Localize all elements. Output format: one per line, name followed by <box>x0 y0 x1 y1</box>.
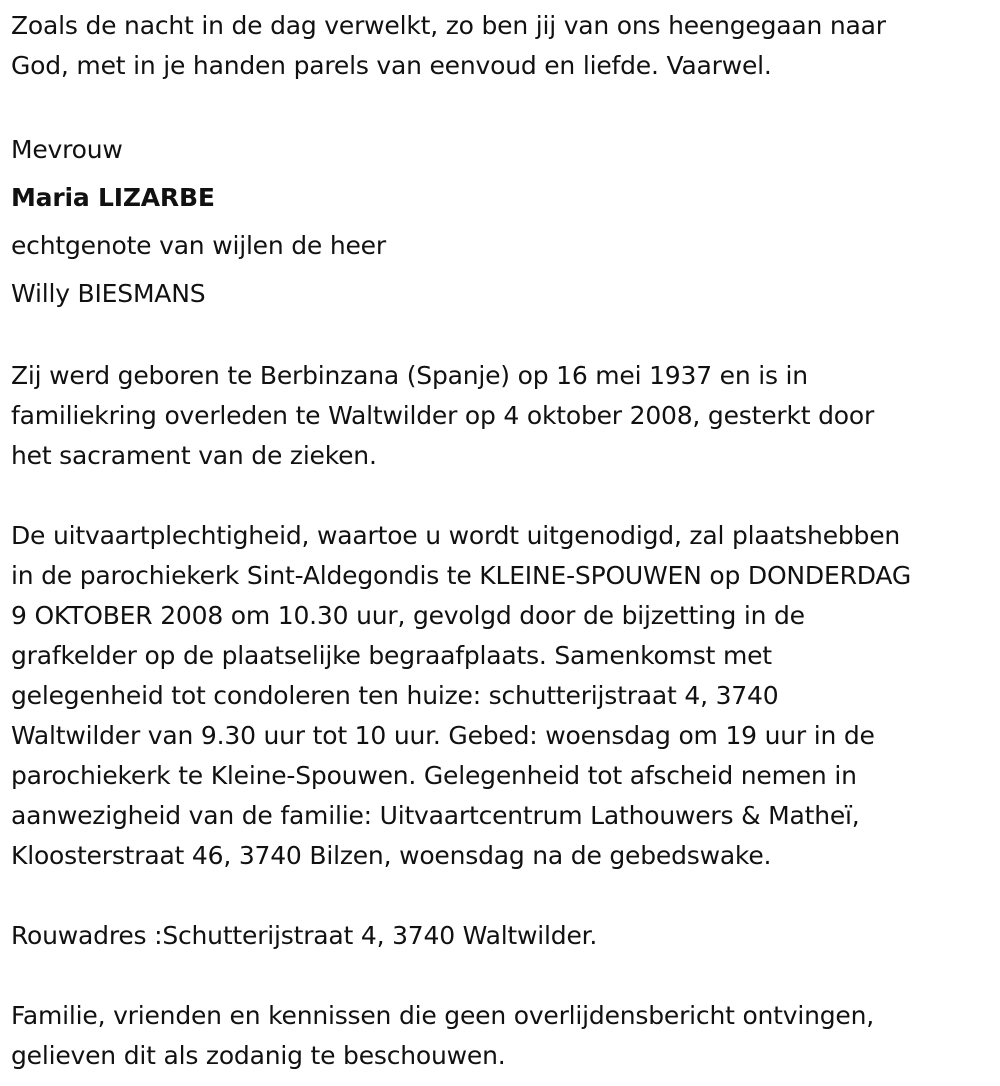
spacer <box>11 956 996 996</box>
poem-paragraph <box>11 6 996 86</box>
spacer <box>11 86 996 126</box>
person-name: Maria LIZARBE <box>11 183 215 212</box>
address-paragraph <box>11 916 996 956</box>
funeral-line: grafkelder op de plaatselijke begraafplaats. Samenkomst met <box>11 641 772 670</box>
spacer <box>11 318 996 356</box>
closing-line: Familie, vrienden en kennissen die geen overlijdensbericht ontvingen, <box>11 1001 875 1030</box>
funeral-line: Waltwilder van 9.30 uur tot 10 uur. Gebed: woensdag om 19 uur in de <box>11 721 875 750</box>
person-relation: echtgenote van wijlen de heer <box>11 231 386 260</box>
spouse-name: Willy BIESMANS <box>11 279 206 308</box>
funeral-line: gelegenheid tot condoleren ten huize: schutterijstraat 4, 3740 <box>11 681 779 710</box>
funeral-line: in de parochiekerk Sint-Aldegondis te KLEINE-SPOUWEN op DONDERDAG <box>11 561 911 590</box>
person-title: Mevrouw <box>11 135 123 164</box>
poem-line: Zoals de nacht in de dag verwelkt, zo ben jij van ons heengegaan naar <box>11 11 886 40</box>
spacer <box>11 876 996 916</box>
person-block <box>11 126 996 318</box>
birth-death-line: het sacrament van de zieken. <box>11 441 377 470</box>
spacer <box>11 476 996 516</box>
birth-death-line: familiekring overleden te Waltwilder op 4 oktober 2008, gesterkt door <box>11 401 875 430</box>
funeral-line: Kloosterstraat 46, 3740 Bilzen, woensdag na de gebedswake. <box>11 841 772 870</box>
poem-line: God, met in je handen parels van eenvoud en liefde. Vaarwel. <box>11 51 772 80</box>
funeral-line: De uitvaartplechtigheid, waartoe u wordt uitgenodigd, zal plaatshebben <box>11 521 901 550</box>
birth-death-paragraph <box>11 356 996 476</box>
obituary-notice <box>11 6 996 1076</box>
closing-line: gelieven dit als zodanig te beschouwen. <box>11 1041 506 1070</box>
funeral-paragraph <box>11 516 996 876</box>
funeral-line: aanwezigheid van de familie: Uitvaartcentrum Lathouwers & Matheï, <box>11 801 860 830</box>
funeral-line: parochiekerk te Kleine-Spouwen. Gelegenheid tot afscheid nemen in <box>11 761 857 790</box>
funeral-line: 9 OKTOBER 2008 om 10.30 uur, gevolgd door de bijzetting in de <box>11 601 805 630</box>
closing-paragraph <box>11 996 996 1076</box>
birth-death-line: Zij werd geboren te Berbinzana (Spanje) op 16 mei 1937 en is in <box>11 361 808 390</box>
mourning-address: Rouwadres :Schutterijstraat 4, 3740 Waltwilder. <box>11 921 598 950</box>
